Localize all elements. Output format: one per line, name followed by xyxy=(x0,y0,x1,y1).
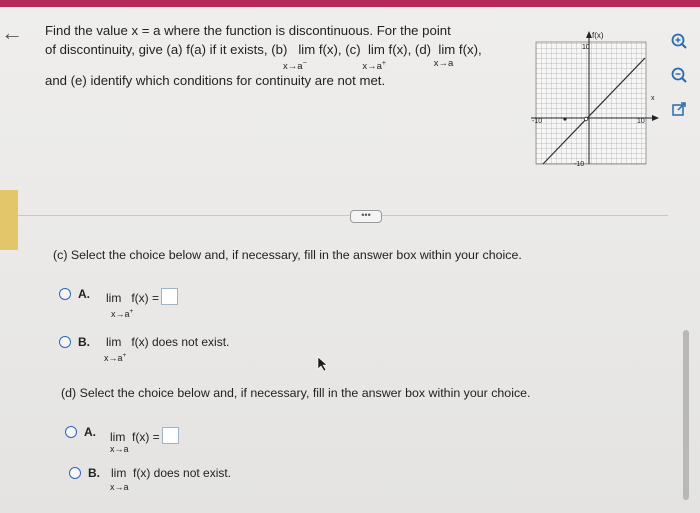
part-c-title: (c) Select the choice below and, if necessary, fill in the answer box within your choice. xyxy=(53,248,522,262)
limit-c-fx: f(x), xyxy=(388,42,412,57)
popout-button[interactable] xyxy=(668,98,690,120)
limit-c-subscript: x→a+ xyxy=(362,60,386,73)
limit-b-subscript: x→a− xyxy=(283,60,307,73)
part-d-title: (d) Select the choice below and, if necessary, fill in the answer box within your choice. xyxy=(61,386,531,400)
limit-d-subscript: x→a xyxy=(433,58,454,69)
zoom-out-button[interactable] xyxy=(668,64,690,86)
question-line-1: Find the value x = a where the function is discontinuous. For the point xyxy=(45,23,451,38)
external-link-icon xyxy=(670,100,688,118)
part-d-choice-a-subscript: x→a xyxy=(110,444,129,454)
y-top-tick: 10 xyxy=(582,44,590,51)
zoom-out-icon xyxy=(670,66,688,84)
label-c: (c) xyxy=(345,42,361,57)
label-d: (d) xyxy=(414,42,432,57)
question-line-2-prefix: of discontinuity, give (a) f(a) if it exists, (b) xyxy=(45,42,288,57)
limit-b: lim x→a− xyxy=(291,40,315,59)
left-accent-strip xyxy=(0,190,18,250)
part-d-choice-b-subscript: x→a xyxy=(110,482,129,492)
more-button[interactable]: ••• xyxy=(350,210,382,223)
y-axis-label: f(x) xyxy=(592,31,604,40)
filled-point xyxy=(563,117,566,120)
part-d-choice-b-text: lim f(x) does not exist. xyxy=(111,466,232,480)
x-left-tick: -10 xyxy=(532,118,543,125)
y-bottom-tick: -10 xyxy=(574,161,585,168)
part-c-answer-box[interactable] xyxy=(161,288,178,305)
part-d-choice-a-radio[interactable] xyxy=(65,426,77,438)
part-d-choice-a-text: lim f(x) = xyxy=(110,427,179,444)
back-arrow-icon[interactable]: ← xyxy=(1,20,23,45)
limit-d: lim x→a xyxy=(435,40,456,59)
part-c-choice-b-radio[interactable] xyxy=(59,336,71,348)
part-c-choice-b-subscript: x→a+ xyxy=(104,352,127,363)
question-line-2 xyxy=(45,40,515,73)
part-c-choice-a-radio[interactable] xyxy=(59,288,71,300)
mouse-cursor-icon xyxy=(317,356,329,372)
vertical-scrollbar[interactable] xyxy=(683,330,689,500)
part-d-choice-a-letter: A. xyxy=(84,425,96,439)
function-graph[interactable] xyxy=(531,28,661,170)
x-axis-label: x xyxy=(651,95,655,102)
limit-c: lim x→a+ xyxy=(364,40,385,59)
open-point xyxy=(584,117,588,121)
question-text xyxy=(45,21,515,90)
part-d-choice-b-letter: B. xyxy=(88,466,100,480)
part-d-answer-box[interactable] xyxy=(162,427,179,444)
section-divider xyxy=(18,215,668,216)
graph-grid xyxy=(536,42,646,164)
part-c-choice-b-letter: B. xyxy=(78,335,90,349)
part-d-choice-b-radio[interactable] xyxy=(69,467,81,479)
question-line-3: and (e) identify which conditions for continuity are not met. xyxy=(45,73,386,88)
limit-b-fx: f(x), xyxy=(318,42,342,57)
zoom-in-button[interactable] xyxy=(668,30,690,52)
top-accent-bar xyxy=(0,0,700,7)
x-axis-arrow-icon xyxy=(652,115,659,121)
part-c-choice-a-text: lim f(x) = xyxy=(106,288,178,305)
part-c-choice-a-letter: A. xyxy=(78,287,90,301)
part-c-choice-a-subscript: x→a+ xyxy=(111,308,134,319)
zoom-in-icon xyxy=(670,32,688,50)
part-c-choice-b-text: lim f(x) does not exist. xyxy=(106,335,230,349)
limit-d-fx: f(x), xyxy=(458,42,482,57)
right-toolbar xyxy=(668,30,694,132)
x-right-tick: 10 xyxy=(637,118,645,125)
